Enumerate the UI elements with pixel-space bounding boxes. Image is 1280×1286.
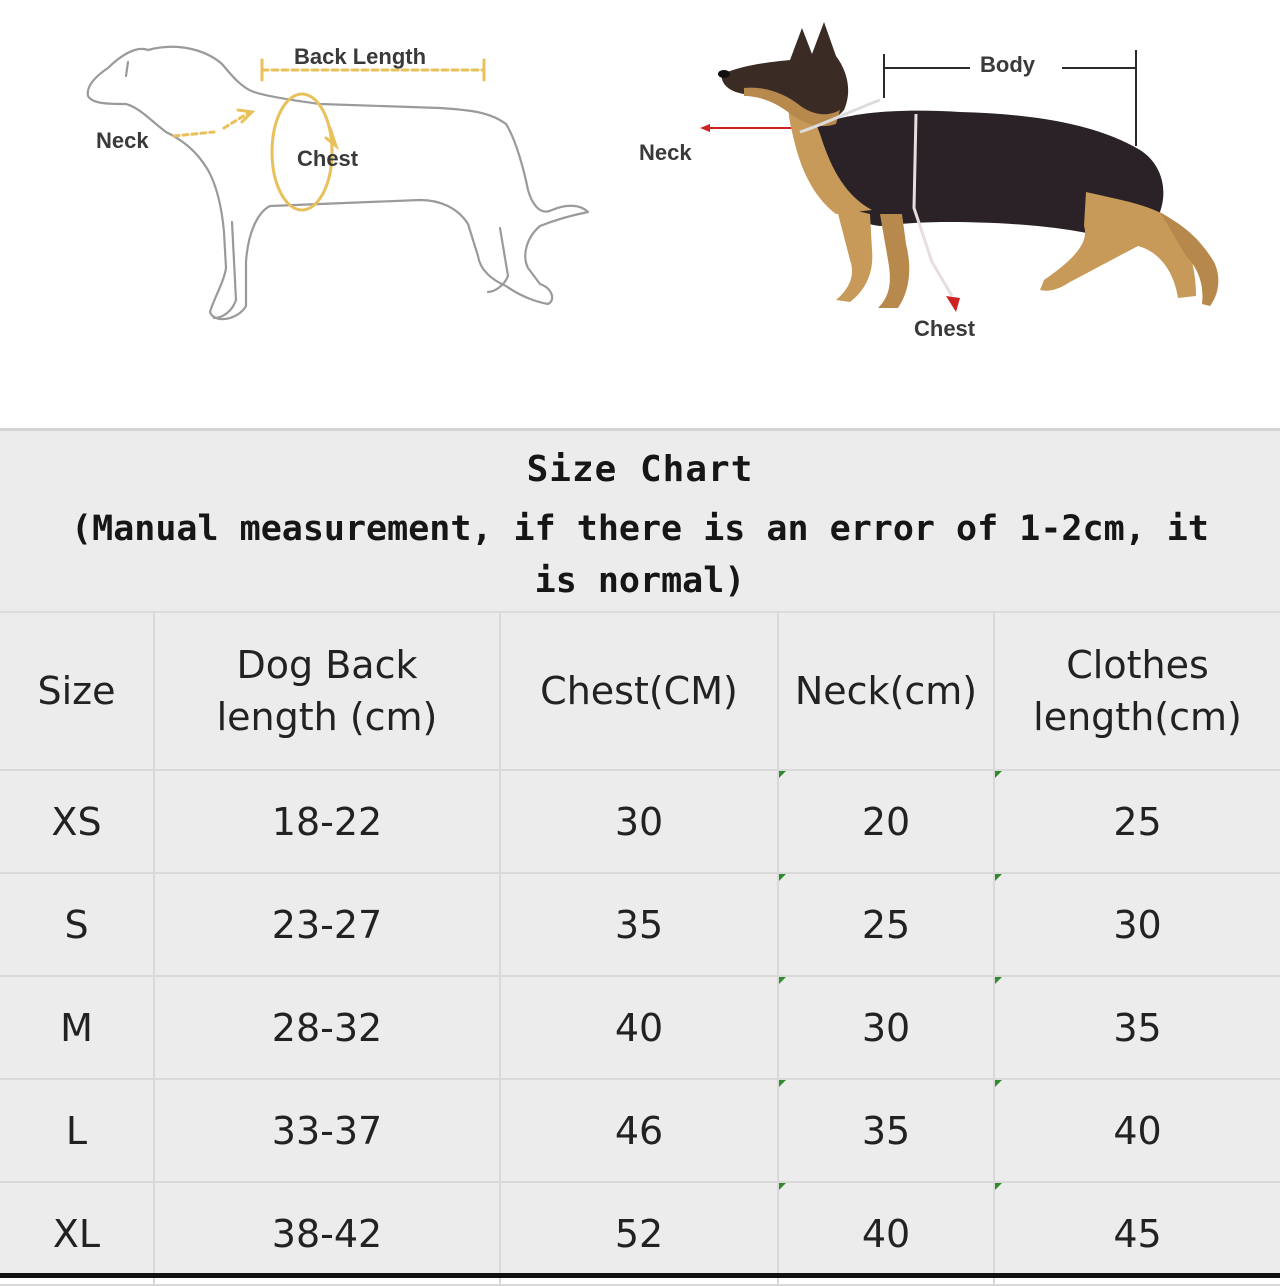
- cell-clothes-length: [994, 1182, 1280, 1285]
- header-neck: [778, 612, 994, 770]
- cell-neck-value: 40: [861, 1211, 911, 1256]
- table-header-row: [0, 612, 1280, 770]
- cell-marker-icon: [995, 874, 1002, 881]
- cell-marker-icon: [779, 1080, 786, 1087]
- cell-marker-icon: [779, 771, 786, 778]
- cell-neck: [778, 770, 994, 873]
- header-clothes-length-line-2: length(cm): [1033, 695, 1242, 739]
- table-row: [0, 770, 1280, 873]
- table-row: [0, 976, 1280, 1079]
- cell-marker-icon: [995, 1183, 1002, 1190]
- size-table: [0, 611, 1280, 1286]
- cell-back-length: 18-22: [154, 770, 500, 873]
- cell-size: L: [0, 1079, 154, 1182]
- cell-clothes-length: [994, 873, 1280, 976]
- cell-size: XS: [0, 770, 154, 873]
- cell-chest: 30: [500, 770, 778, 873]
- cell-neck-value: 25: [861, 902, 911, 947]
- measurement-diagrams: [0, 0, 1280, 428]
- cell-neck-value: 35: [861, 1108, 911, 1153]
- table-row: [0, 1079, 1280, 1182]
- header-clothes-length: [994, 612, 1280, 770]
- cell-clothes-length-value: 45: [1113, 1211, 1162, 1256]
- cell-clothes-length: [994, 770, 1280, 873]
- size-chart-note-line-1: (Manual measurement, if there is an error of 1-2cm, it: [71, 509, 1209, 549]
- cell-neck: [778, 1182, 994, 1285]
- dog-photo-diagram: [0, 0, 1280, 428]
- neck-label-left: Neck: [96, 128, 149, 153]
- header-back-length-line-1: Dog Back: [236, 643, 418, 687]
- cell-clothes-length-value: 35: [1113, 1005, 1162, 1050]
- cell-marker-icon: [995, 1080, 1002, 1087]
- cell-marker-icon: [779, 874, 786, 881]
- cell-chest: 52: [500, 1182, 778, 1285]
- table-row: [0, 1182, 1280, 1285]
- cell-marker-icon: [995, 977, 1002, 984]
- header-chest: [500, 612, 778, 770]
- header-back-length: [154, 612, 500, 770]
- cell-neck: [778, 873, 994, 976]
- back-length-label: Back Length: [294, 44, 427, 69]
- header-chest-line: Chest(CM): [540, 669, 738, 713]
- size-chart-title: Size Chart: [526, 449, 754, 490]
- cell-clothes-length: [994, 976, 1280, 1079]
- cell-chest: 46: [500, 1079, 778, 1182]
- cell-back-length: 38-42: [154, 1182, 500, 1285]
- cell-neck-value: 20: [861, 799, 911, 844]
- header-clothes-length-line-1: Clothes: [1066, 643, 1209, 687]
- size-chart-note-line-2: is normal): [534, 561, 746, 601]
- header-size: [0, 612, 154, 770]
- cell-back-length: 23-27: [154, 873, 500, 976]
- cell-clothes-length-value: 25: [1113, 799, 1162, 844]
- body-label: Body: [980, 52, 1035, 77]
- size-chart-note: [20, 503, 1260, 607]
- header-neck-line: Neck(cm): [794, 669, 978, 713]
- cell-chest: 40: [500, 976, 778, 1079]
- cell-size: S: [0, 873, 154, 976]
- cell-chest: 35: [500, 873, 778, 976]
- cell-marker-icon: [995, 771, 1002, 778]
- size-chart: [0, 428, 1280, 1278]
- cell-size: M: [0, 976, 154, 1079]
- cell-clothes-length-value: 40: [1113, 1108, 1162, 1153]
- cell-back-length: 28-32: [154, 976, 500, 1079]
- neck-label-right: Neck: [639, 140, 692, 165]
- cell-size: XL: [0, 1182, 154, 1285]
- cell-clothes-length: [994, 1079, 1280, 1182]
- cell-marker-icon: [779, 1183, 786, 1190]
- chest-label-right: Chest: [914, 316, 976, 341]
- cell-neck: [778, 1079, 994, 1182]
- header-back-length-line-2: length (cm): [216, 695, 438, 739]
- chest-label-left: Chest: [297, 146, 359, 171]
- cell-back-length: 33-37: [154, 1079, 500, 1182]
- cell-neck: [778, 976, 994, 1079]
- header-size-line: Size: [37, 669, 116, 713]
- cell-marker-icon: [779, 977, 786, 984]
- cell-clothes-length-value: 30: [1113, 902, 1162, 947]
- bottom-border: [0, 1273, 1280, 1278]
- table-row: [0, 873, 1280, 976]
- cell-neck-value: 30: [861, 1005, 911, 1050]
